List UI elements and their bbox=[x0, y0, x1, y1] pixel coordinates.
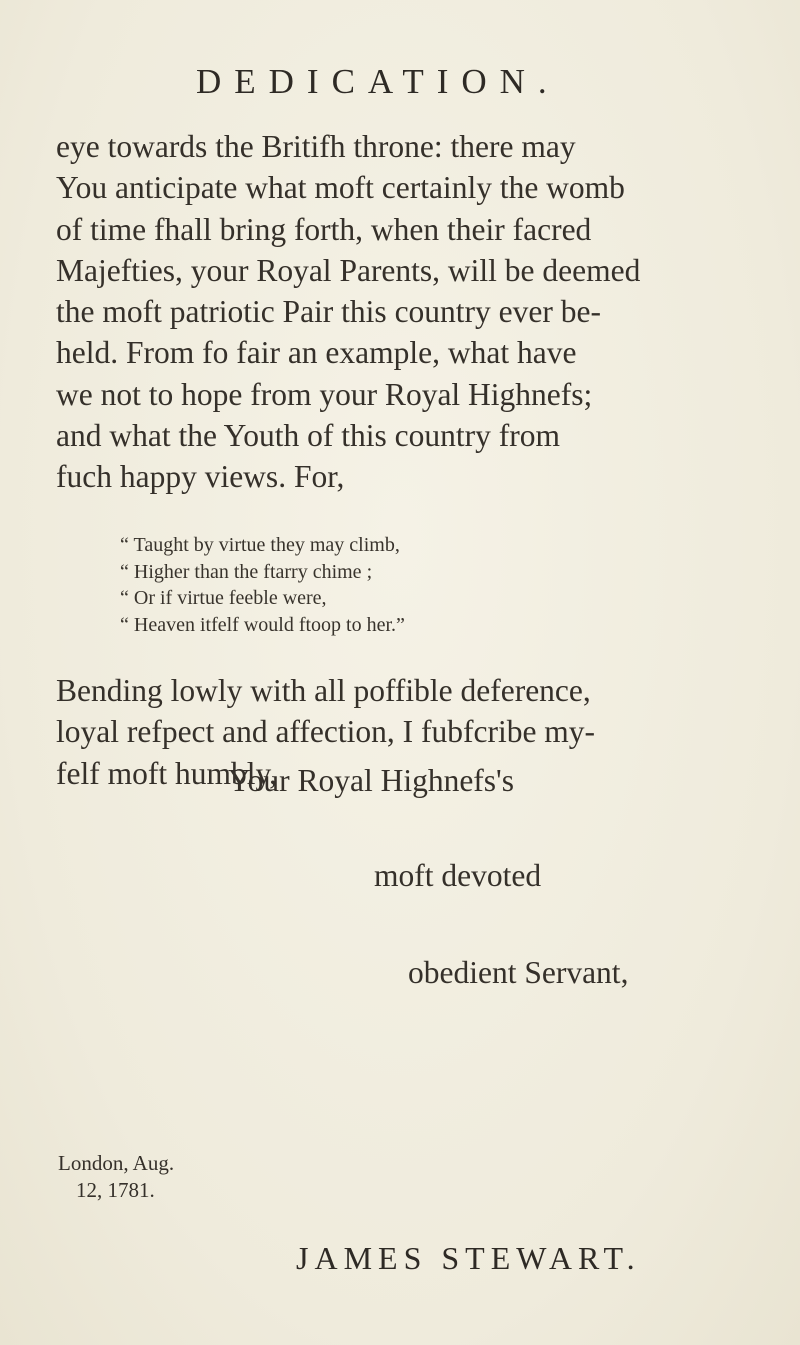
text-line: Bending lowly with all poffible deference, bbox=[56, 673, 591, 708]
text-line: You anticipate what moft certainly the womb bbox=[56, 170, 625, 206]
page-header: DEDICATION. bbox=[196, 62, 560, 101]
date-line: 12, 1781. bbox=[76, 1178, 155, 1202]
verse-line: “ Heaven itfelf would ftoop to her.” bbox=[120, 613, 405, 636]
text-line: and what the Youth of this country from bbox=[56, 418, 560, 454]
text-line: we not to hope from your Royal Highnefs; bbox=[56, 376, 593, 412]
place-date bbox=[58, 1150, 174, 1204]
verse-line: “ Taught by virtue they may climb, bbox=[120, 534, 400, 556]
verse-line: “ Or if virtue feeble were, bbox=[120, 587, 327, 609]
place-line: London, Aug. bbox=[58, 1151, 175, 1175]
text-line: the moft patriotic Pair this country ever be- bbox=[56, 294, 601, 330]
text-line: held. From fo fair an example, what have bbox=[56, 335, 577, 371]
paragraph-1 bbox=[56, 126, 736, 498]
text-line: felf moft humbly, bbox=[56, 755, 278, 791]
verse-line: “ Higher than the ftarry chime ; bbox=[120, 560, 373, 583]
verse-quote bbox=[120, 532, 405, 638]
text-line: of time fhall bring forth, when their facred bbox=[56, 211, 592, 247]
signoff-line-1: Your Royal Highnefs's bbox=[228, 763, 514, 798]
text-line: Majefties, your Royal Parents, will be deemed bbox=[56, 252, 641, 288]
signoff-line-2: moft devoted bbox=[374, 858, 542, 893]
author-name: JAMES STEWART. bbox=[296, 1240, 641, 1276]
text-line: loyal refpect and affection, I fubfcribe my- bbox=[56, 714, 596, 750]
text-line: eye towards the Britifh throne: there may bbox=[56, 129, 576, 164]
text-line: fuch happy views. For, bbox=[56, 459, 345, 495]
signoff-line-3: obedient Servant, bbox=[408, 955, 629, 990]
